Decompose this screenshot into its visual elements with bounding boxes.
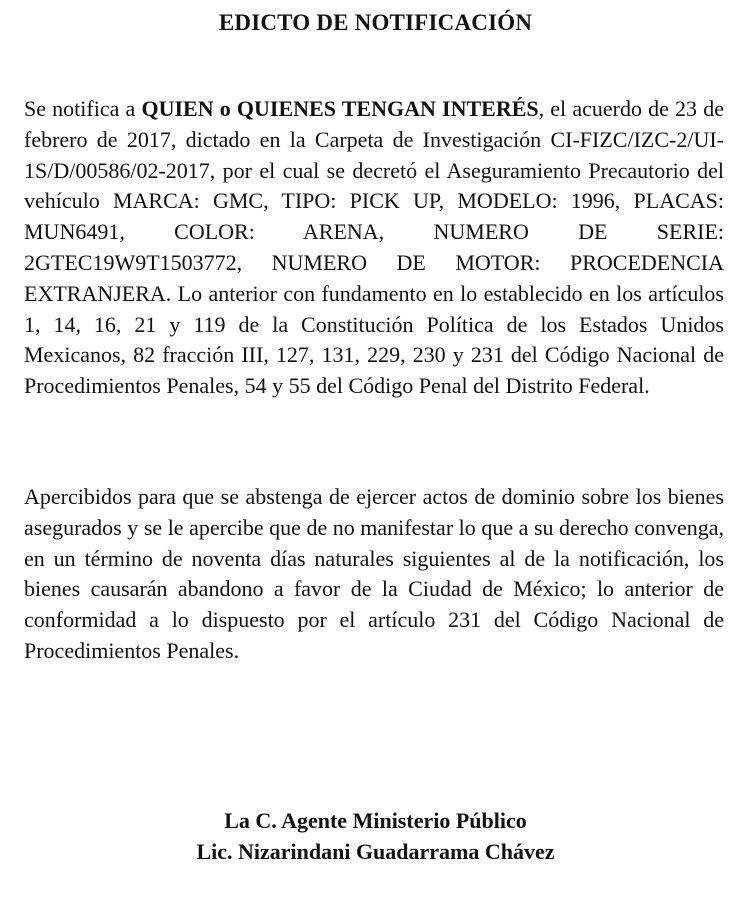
- paragraph-body: , el acuerdo de 23 de febrero de 2017, dictado en la Carpeta de Investigación CI-FIZC/IZC-2/UI-1S/D/00586/02-2017, por el cual se decretó el Aseguramiento Precautorio del vehículo MARCA: GMC, TIPO: PICK UP, MODELO: 1996, PLACAS: MUN6491, COLOR: ARENA, NUMERO DE SERIE: 2GTEC19W9T1503772, NUMERO DE MOTOR: PROCEDENCIA EXTRANJERA. Lo anterior con fundamento en lo establecido en los artículos 1, 14, 16, 21 y 119 de la Constitución Política de los Estados Unidos Mexicanos, 82 fracción III, 127, 131, 229, 230 y 231 del Código Nacional de Procedimientos Penales, 54 y 55 del Código Penal del Distrito Federal.: [24, 96, 724, 399]
- recipient-name: QUIEN o QUIENES TENGAN INTERÉS: [141, 96, 539, 121]
- notification-paragraph: [24, 94, 724, 402]
- signature-role: La C. Agente Ministerio Público: [224, 808, 527, 833]
- warning-paragraph: Apercibidos para que se abstenga de ejercer actos de dominio sobre los bienes asegurados y se le apercibe que de no manifestar lo que a su derecho convenga, en un término de noventa días naturales siguientes al de la notificación, los bienes causarán abandono a favor de la Ciudad de México; lo anterior de conformidad a lo dispuesto por el artículo 231 del Código Nacional de Procedimientos Penales.: [24, 484, 724, 663]
- signature-name: Lic. Nizarindani Guadarrama Chávez: [196, 839, 555, 864]
- paragraph-lead: Se notifica a: [24, 96, 142, 121]
- document-title: EDICTO DE NOTIFICACIÓN: [218, 10, 533, 35]
